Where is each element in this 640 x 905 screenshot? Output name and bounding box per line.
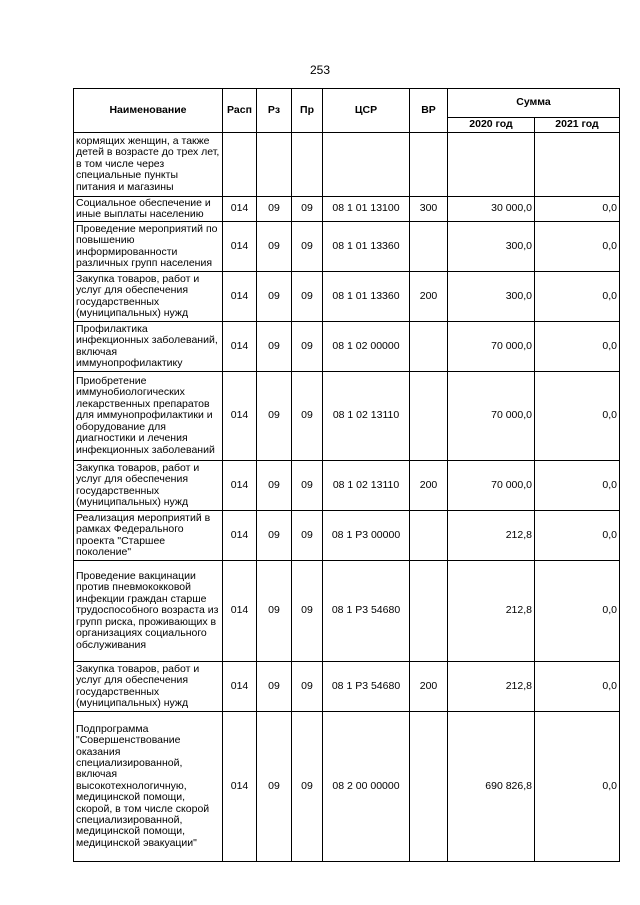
table-row [74,222,620,272]
table-row [74,461,620,511]
table-cell-2020: 70 000,0 [448,322,535,372]
table-cell-2020: 300,0 [448,222,535,272]
table-cell-pr: 09 [292,222,323,272]
table-cell-rz: 09 [257,712,292,862]
table-cell-name: Закупка товаров, работ и услуг для обеспечения государственных (муниципальных) нужд [74,461,223,511]
table-cell-2020: 212,8 [448,561,535,662]
header-2020: 2020 год [448,118,535,133]
table-cell-csr: 08 1 01 13100 [323,197,410,222]
table-cell-rz: 09 [257,322,292,372]
table-cell-pr: 09 [292,461,323,511]
table-row [74,272,620,322]
table-cell-rz: 09 [257,511,292,561]
table-cell-rasp: 014 [223,272,257,322]
table-cell-pr: 09 [292,197,323,222]
header-rasp: Расп [223,89,257,133]
table-cell-csr: 08 1 02 13110 [323,372,410,461]
table-cell-name: Подпрограмма "Совершенствование оказания специализированной, включая высокотехнологичную, медицинской помощи, скорой, в том числе скорой специализированной, медицинской помощи, медицинской эвакуации" [74,712,223,862]
table-cell-2020: 70 000,0 [448,461,535,511]
table-cell-vr [410,133,448,197]
table-cell-2020: 70 000,0 [448,372,535,461]
table-cell-rz: 09 [257,662,292,712]
table-cell-csr: 08 2 00 00000 [323,712,410,862]
header-pr: Пр [292,89,323,133]
page-number: 253 [309,63,331,77]
table-cell-rasp: 014 [223,561,257,662]
table-cell-2021: 0,0 [535,197,620,222]
table-cell-csr: 08 1 01 13360 [323,272,410,322]
table-cell-2020: 212,8 [448,662,535,712]
header-2021: 2021 год [535,118,620,133]
table-cell-rz: 09 [257,461,292,511]
table-row [74,712,620,862]
table-cell-csr: 08 1 01 13360 [323,222,410,272]
table-cell-2021: 0,0 [535,222,620,272]
table-cell-rz: 09 [257,272,292,322]
table-cell-rasp: 014 [223,461,257,511]
table-row [74,133,620,197]
header-vr: ВР [410,89,448,133]
table-cell-2021: 0,0 [535,372,620,461]
header-name: Наименование [74,89,223,133]
table-cell-csr: 08 1 02 13110 [323,461,410,511]
table-cell-csr: 08 1 P3 00000 [323,511,410,561]
table-cell-name: Профилактика инфекционных заболеваний, включая иммунопрофилактику [74,322,223,372]
table-cell-pr: 09 [292,272,323,322]
table-cell-2021: 0,0 [535,272,620,322]
table-cell-rasp: 014 [223,662,257,712]
table-row [74,511,620,561]
table-cell-2021 [535,133,620,197]
table-cell-csr [323,133,410,197]
table-row [74,561,620,662]
table-row [74,322,620,372]
header-csr: ЦСР [323,89,410,133]
table-cell-vr: 200 [410,662,448,712]
table-cell-name: Закупка товаров, работ и услуг для обеспечения государственных (муниципальных) нужд [74,662,223,712]
table-cell-rasp: 014 [223,222,257,272]
table-cell-2021: 0,0 [535,511,620,561]
table-cell-vr [410,712,448,862]
table-cell-pr: 09 [292,662,323,712]
table-cell-rz: 09 [257,197,292,222]
table-cell-2021: 0,0 [535,461,620,511]
table-cell-vr: 300 [410,197,448,222]
table-cell-2021: 0,0 [535,561,620,662]
table-cell-2020: 212,8 [448,511,535,561]
table-cell-pr: 09 [292,712,323,862]
table-cell-2020: 300,0 [448,272,535,322]
table-cell-pr [292,133,323,197]
table-cell-2020: 30 000,0 [448,197,535,222]
header-sum: Сумма [448,89,620,118]
table-cell-csr: 08 1 P3 54680 [323,662,410,712]
table-cell-2021: 0,0 [535,322,620,372]
table-row [74,662,620,712]
table-cell-rasp [223,133,257,197]
table-cell-vr: 200 [410,272,448,322]
table-cell-csr: 08 1 02 00000 [323,322,410,372]
table-cell-rasp: 014 [223,511,257,561]
table-cell-pr: 09 [292,322,323,372]
table-cell-pr: 09 [292,561,323,662]
table-cell-name: кормящих женщин, а также детей в возрасте до трех лет, в том числе через специальные пункты питания и магазины [74,133,223,197]
table-cell-2020: 690 826,8 [448,712,535,862]
table-row [74,197,620,222]
table-cell-vr [410,561,448,662]
table-cell-vr [410,511,448,561]
table-cell-pr: 09 [292,511,323,561]
table-cell-csr: 08 1 P3 54680 [323,561,410,662]
table-cell-rz: 09 [257,372,292,461]
table-cell-name: Закупка товаров, работ и услуг для обеспечения государственных (муниципальных) нужд [74,272,223,322]
table-cell-2020 [448,133,535,197]
table-cell-rz: 09 [257,222,292,272]
table-cell-rasp: 014 [223,197,257,222]
table-cell-name: Проведение мероприятий по повышению информированности различных групп населения [74,222,223,272]
table-cell-vr [410,222,448,272]
table-cell-name: Приобретение иммунобиологических лекарственных препаратов для иммунопрофилактики и оборудование для диагностики и лечения инфекционных заболеваний [74,372,223,461]
table-cell-2021: 0,0 [535,662,620,712]
table-cell-rasp: 014 [223,372,257,461]
table-cell-rasp: 014 [223,712,257,862]
header-rz: Рз [257,89,292,133]
table-cell-vr: 200 [410,461,448,511]
table-cell-rasp: 014 [223,322,257,372]
budget-table [73,88,620,862]
table-cell-name: Реализация мероприятий в рамках Федерального проекта "Старшее поколение" [74,511,223,561]
table-cell-vr [410,372,448,461]
table-cell-pr: 09 [292,372,323,461]
table-row [74,372,620,461]
table-cell-name: Проведение вакцинации против пневмококковой инфекции граждан старше трудоспособного возраста из групп риска, проживающих в организациях социального обслуживания [74,561,223,662]
table-cell-rz [257,133,292,197]
table-cell-vr [410,322,448,372]
table-cell-2021: 0,0 [535,712,620,862]
table-cell-name: Социальное обеспечение и иные выплаты населению [74,197,223,222]
table-cell-rz: 09 [257,561,292,662]
